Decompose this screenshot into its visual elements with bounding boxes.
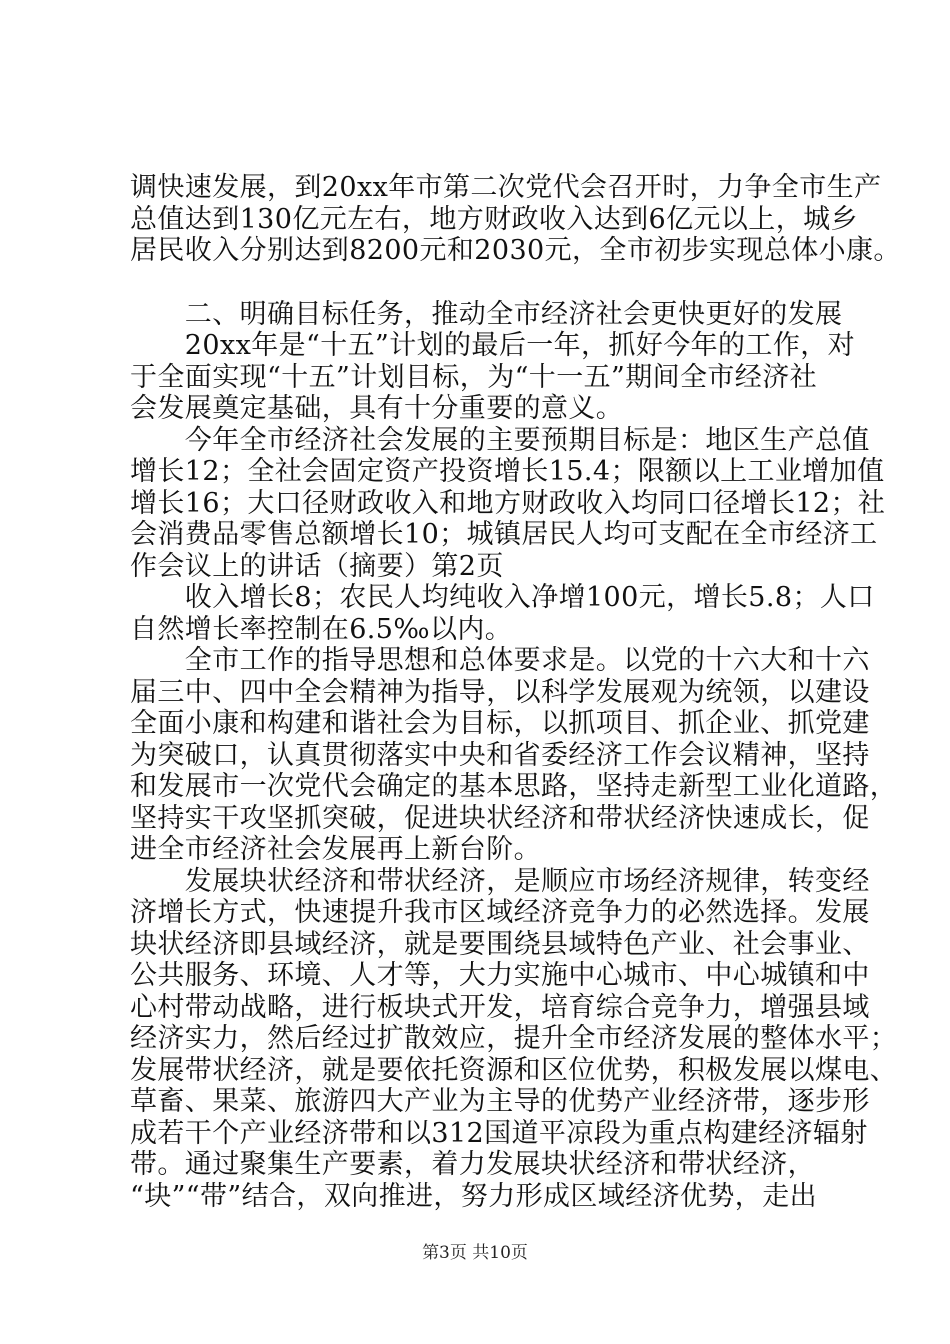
text-line: 发展块状经济和带状经济，是顺应市场经济规律，转变经 <box>130 865 870 897</box>
text-line: 和发展市一次党代会确定的基本思路，坚持走新型工业化道路， <box>130 771 898 802</box>
text-line: 成若干个产业经济带和以312国道平凉段为重点构建经济辐射 <box>130 1117 868 1149</box>
text-line: 进全市经济社会发展再上新台阶。 <box>130 834 541 865</box>
text-line: 会发展奠定基础，具有十分重要的意义。 <box>130 393 624 424</box>
text-line: 坚持实干攻坚抓突破，促进块状经济和带状经济快速成长，促 <box>130 802 870 834</box>
text-line: 为突破口，认真贯彻落实中央和省委经济工作会议精神，坚持 <box>130 739 870 771</box>
text-line: 今年全市经济社会发展的主要预期目标是：地区生产总值 <box>130 424 870 456</box>
text-line: 作会议上的讲话（摘要）第2页 <box>130 550 504 582</box>
section-heading: 二、明确目标任务，推动全市经济社会更快更好的发展 <box>130 298 843 330</box>
body-text <box>130 172 901 1212</box>
text-line: 块状经济即县域经济，就是要围绕县域特色产业、社会事业、 <box>130 928 870 960</box>
text-line: 公共服务、环境、人才等，大力实施中心城市、中心城镇和中 <box>130 960 870 991</box>
text-line: 济增长方式，快速提升我市区域经济竞争力的必然选择。发展 <box>130 897 870 928</box>
text-line: 经济实力，然后经过扩散效应，提升全市经济发展的整体水平； <box>130 1023 898 1054</box>
page-footer: 第3页 共10页 <box>422 1243 528 1263</box>
text-line: 全市工作的指导思想和总体要求是。以党的十六大和十六 <box>130 645 870 676</box>
text-line: 心村带动战略，进行板块式开发，培育综合竞争力，增强县域 <box>130 991 870 1023</box>
text-line: 自然增长率控制在6.5‰以内。 <box>130 613 513 645</box>
text-line: 增长12；全社会固定资产投资增长15.4；限额以上工业增加值 <box>130 456 885 487</box>
text-line: 草畜、果菜、旅游四大产业为主导的优势产业经济带，逐步形 <box>130 1086 870 1117</box>
text-line: 增长16；大口径财政收入和地方财政收入均同口径增长12；社 <box>130 487 886 519</box>
text-line: 全面小康和构建和谐社会为目标，以抓项目、抓企业、抓党建 <box>130 708 870 739</box>
text-line: 总值达到130亿元左右，地方财政收入达到6亿元以上，城乡 <box>130 203 858 235</box>
text-line: 届三中、四中全会精神为指导，以科学发展观为统领，以建设 <box>130 676 870 708</box>
text-line: 于全面实现“十五”计划目标，为“十一五”期间全市经济社 <box>130 361 818 393</box>
text-line: 会消费品零售总额增长10；城镇居民人均可支配在全市经济工 <box>130 519 878 550</box>
text-line: 发展带状经济，就是要依托资源和区位优势，积极发展以煤电、 <box>130 1054 898 1086</box>
text-line: 居民收入分别达到8200元和2030元，全市初步实现总体小康。 <box>130 235 901 266</box>
text-line: “块”“带”结合，双向推进，努力形成区域经济优势，走出 <box>130 1180 818 1212</box>
text-line: 20xx年是“十五”计划的最后一年，抓好今年的工作，对 <box>130 330 856 361</box>
text-line: 收入增长8；农民人均纯收入净增100元，增长5.8；人口 <box>130 582 875 613</box>
text-line: 调快速发展，到20xx年市第二次党代会召开时，力争全市生产 <box>130 172 882 203</box>
text-line: 带。通过聚集生产要素，着力发展块状经济和带状经济， <box>130 1149 815 1180</box>
